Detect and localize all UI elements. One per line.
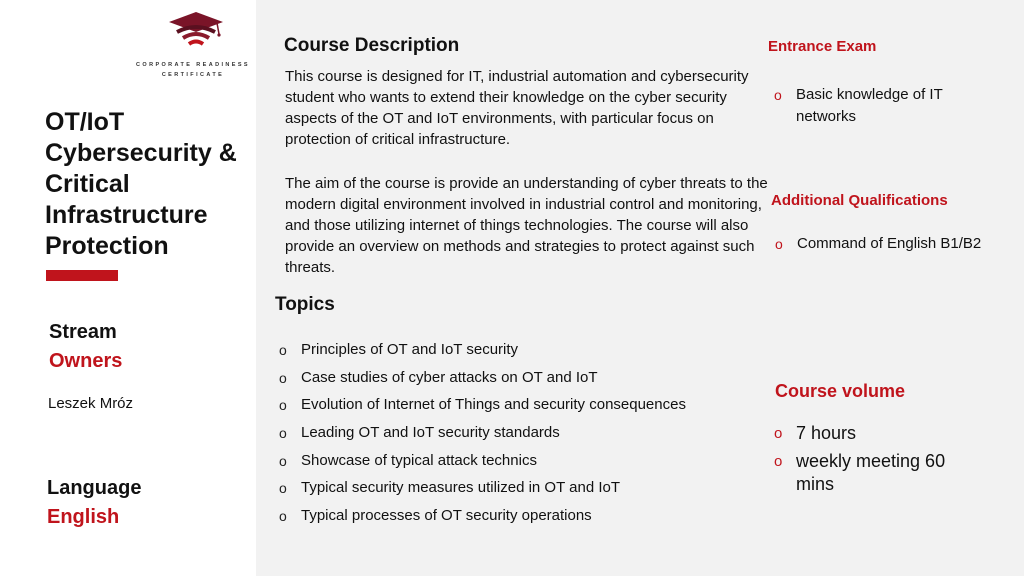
bullet-icon: o (279, 342, 287, 358)
list-item: o Typical processes of OT security operations (279, 507, 592, 525)
bullet-icon: o (774, 87, 782, 103)
course-volume-list (774, 422, 974, 496)
list-item: o weekly meeting 60 mins (774, 451, 946, 494)
topics-list (279, 340, 686, 534)
bullet-icon: o (279, 425, 287, 442)
title-accent-bar (46, 270, 118, 281)
course-volume-heading: Course volume (775, 381, 906, 401)
list-item: o Typical security measures utilized in OT and IoT (279, 479, 621, 497)
bullet-icon: o (775, 236, 783, 252)
entrance-exam-heading: Entrance Exam (768, 38, 877, 55)
course-description-heading: Course Description (284, 35, 460, 56)
bullet-icon: o (279, 508, 287, 525)
list-item: o Principles of OT and IoT security (279, 341, 519, 358)
stream-owner-name: Leszek Mróz (48, 395, 134, 412)
bullet-icon: o (774, 425, 783, 442)
left-panel (0, 0, 256, 576)
additional-qualifications-heading: Additional Qualifications (771, 192, 948, 209)
bullet-icon: o (279, 397, 287, 414)
stream-owners-label: Owners (49, 350, 123, 372)
entrance-exam-list (774, 84, 984, 128)
bullet-icon: o (279, 452, 287, 469)
list-item: o Command of English B1/B2 (775, 233, 1015, 255)
additional-qualifications-list (775, 233, 1015, 255)
logo-text-line2: CERTIFICATE (161, 72, 225, 78)
list-item: o Basic knowledge of IT networks (774, 86, 943, 125)
graduation-cap-wifi-icon (165, 10, 227, 50)
bullet-icon: o (774, 453, 783, 470)
logo-text-line1: CORPORATE READINESS (136, 62, 250, 68)
list-item: o Showcase of typical attack technics (279, 451, 537, 469)
topics-heading: Topics (275, 294, 335, 315)
list-item: o Case studies of cyber attacks on OT and IoT (279, 368, 598, 386)
bullet-icon: o (279, 369, 287, 386)
bullet-icon: o (279, 480, 287, 497)
list-item: o Leading OT and IoT security standards (279, 424, 560, 442)
description-paragraph-2: The aim of the course is provide an understanding of cyber threats to the modern digital environment involved in industrial control and monitoring, and those utilizing internet of things technologies. The course will also provide an overview on methods and strategies to protect against such threats. (285, 175, 768, 276)
stream-label: Stream (49, 321, 117, 343)
course-title: OT/IoT Cybersecurity & Critical Infrastructure Protection (45, 108, 237, 260)
language-value: English (47, 506, 120, 528)
language-label: Language (47, 477, 142, 499)
list-item: o 7 hours (774, 423, 857, 443)
list-item: o Evolution of Internet of Things and security consequences (279, 396, 686, 414)
description-paragraph-1: This course is designed for IT, industrial automation and cybersecurity student who wants to extend their knowledge on the cyber security aspects of the OT and IoT environments, with particular focus on protection of critical infrastructure. (285, 68, 749, 148)
